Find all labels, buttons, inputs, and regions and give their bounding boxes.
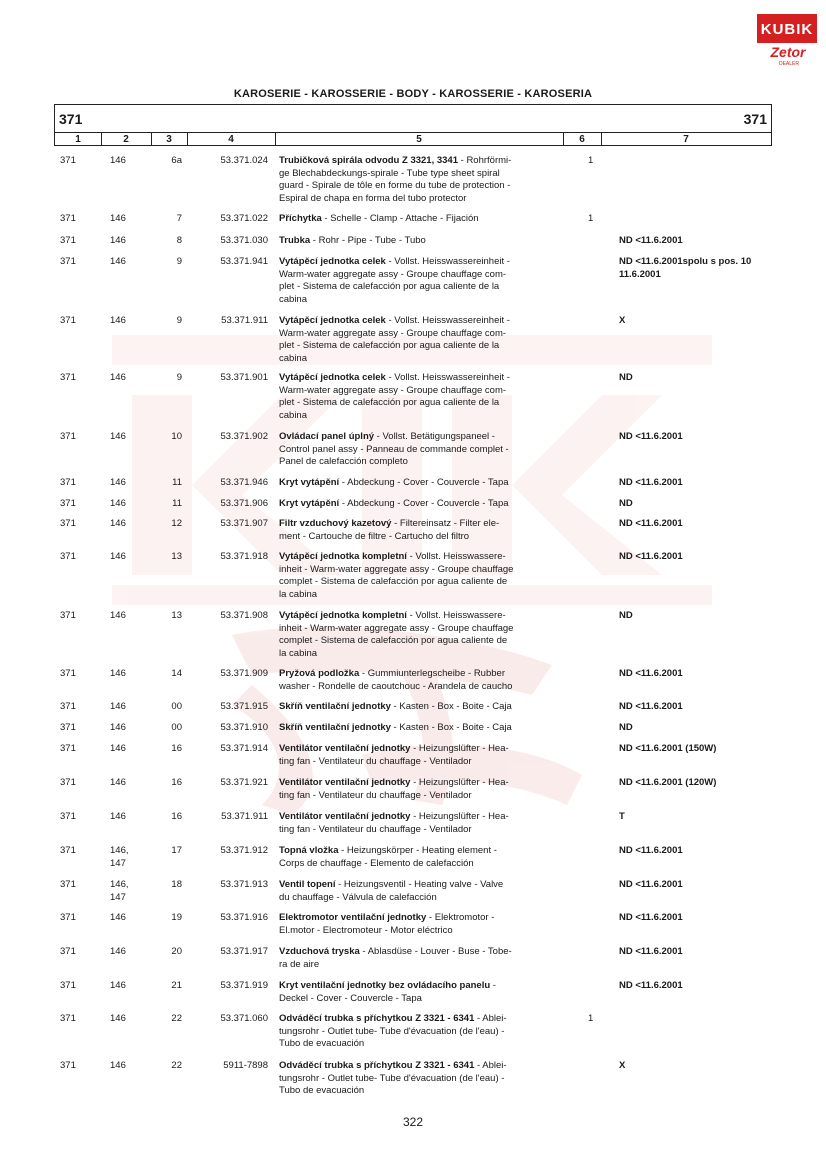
cell-description (279, 431, 561, 469)
column-header-5: 5 (275, 133, 564, 146)
cell-position: 20 (171, 946, 182, 957)
cell-group: 371 (60, 235, 76, 246)
cell-part-number: 53.371.902 (220, 431, 268, 442)
page-number: 322 (402, 1115, 424, 1129)
cell-description (279, 879, 561, 904)
part-translations: - Vollst. Heisswassereinheit - Warm-water aggregate assy - Groupe chauffage com- plet - Sistema de calefacción por agua caliente de la cabina (279, 256, 510, 305)
cell-subgroup: 146, 147 (110, 879, 129, 903)
part-name: Odváděcí trubka s příchytkou Z 3321 - 6341 (279, 1013, 475, 1024)
part-name: Ovládací panel úplný (279, 431, 375, 442)
cell-group: 371 (60, 811, 76, 822)
cell-part-number: 53.371.909 (220, 668, 268, 679)
cell-subgroup: 146 (110, 811, 126, 822)
cell-group: 371 (60, 980, 76, 991)
cell-description (279, 155, 561, 205)
cell-position: 13 (171, 610, 182, 621)
part-translations: - Filtereinsatz - Filter ele- ment - Cartouche de filtre - Cartucho del filtro (279, 518, 500, 542)
part-name: Skříň ventilační jednotky (279, 701, 391, 712)
logo-kubik-text: KUBIK (757, 14, 817, 43)
cell-subgroup: 146 (110, 551, 126, 562)
part-translations: - Vollst. Heisswassere- inheit - Warm-water aggregate assy - Groupe chauffage complet - Sistema de calefacción por agua caliente de la cabina (279, 610, 514, 659)
cell-part-number: 53.371.911 (221, 811, 268, 822)
cell-note: ND <11.6.2001 (120W) (619, 777, 717, 788)
cell-group: 371 (60, 1013, 76, 1024)
cell-subgroup: 146 (110, 610, 126, 621)
cell-group: 371 (60, 701, 76, 712)
part-translations: - Ablei- tungsrohr - Outlet tube- Tube d'évacuation (de l'eau) - Tubo de evacuación (279, 1013, 507, 1049)
cell-group: 371 (60, 372, 76, 383)
part-translations: - Abdeckung - Cover - Couvercle - Tapa (339, 498, 509, 509)
cell-subgroup: 146 (110, 980, 126, 991)
cell-part-number: 53.371.060 (220, 1013, 268, 1024)
cell-group: 371 (60, 518, 76, 529)
cell-part-number: 53.371.908 (220, 610, 268, 621)
column-header-7: 7 (683, 134, 689, 145)
cell-group: 371 (60, 743, 76, 754)
page-title: KAROSERIE - KAROSSERIE - BODY - KAROSSERIE - KAROSERIA (233, 88, 593, 100)
part-name: Vytápěcí jednotka kompletní (279, 610, 407, 621)
cell-subgroup: 146 (110, 946, 126, 957)
cell-description (279, 912, 561, 937)
group-number-left: 371 (59, 111, 83, 127)
column-header-6: 6 (563, 133, 602, 146)
column-header-1: 1 (55, 133, 102, 146)
cell-description (279, 518, 561, 543)
cell-description (279, 701, 561, 714)
cell-part-number: 53.371.901 (220, 372, 268, 383)
cell-subgroup: 146 (110, 722, 126, 733)
part-translations: - Rohr - Pipe - Tube - Tubo (310, 235, 426, 246)
cell-subgroup: 146 (110, 518, 126, 529)
part-name: Vytápěcí jednotka celek (279, 256, 386, 267)
cell-note: ND <11.6.2001spolu s pos. 10 11.6.2001 (619, 256, 752, 280)
part-name: Ventilátor ventilační jednotky (279, 743, 411, 754)
part-translations: - Heizungsventil - Heating valve - Valve du chauffage - Válvula de calefacción (279, 879, 504, 903)
cell-note: T (619, 811, 625, 822)
cell-position: 13 (171, 551, 182, 562)
cell-description (279, 845, 561, 870)
cell-subgroup: 146 (110, 477, 126, 488)
cell-subgroup: 146 (110, 431, 126, 442)
cell-subgroup: 146 (110, 668, 126, 679)
cell-description (279, 372, 561, 422)
cell-position: 21 (171, 980, 182, 991)
cell-description (279, 256, 561, 306)
cell-part-number: 53.371.913 (220, 879, 268, 890)
part-name: Kryt ventilační jednotky bez ovládacího panelu (279, 980, 491, 991)
cell-note: ND <11.6.2001 (619, 551, 683, 562)
cell-subgroup: 146 (110, 315, 126, 326)
cell-position: 14 (171, 668, 182, 679)
cell-subgroup: 146, 147 (110, 845, 129, 869)
part-name: Trubka (279, 235, 311, 246)
cell-position: 7 (176, 213, 182, 224)
cell-group: 371 (60, 1060, 76, 1071)
part-name: Skříň ventilační jednotky (279, 722, 391, 733)
cell-note: ND <11.6.2001 (619, 980, 683, 991)
cell-part-number: 53.371.911 (221, 315, 268, 326)
cell-note: X (619, 1060, 626, 1071)
part-translations: - Vollst. Betätigungspaneel - Control panel assy - Panneau de commande complet - Panel de calefacción completo (279, 431, 509, 467)
cell-part-number: 53.371.024 (220, 155, 268, 166)
part-translations: - Elektromotor - El.motor - Electromoteur - Motor eléctrico (279, 912, 495, 936)
part-translations: - Heizungskörper - Heating element - Corps de chauffage - Elemento de calefacción (279, 845, 497, 869)
cell-position: 6a (171, 155, 182, 166)
part-translations: - Ablei- tungsrohr - Outlet tube- Tube d'évacuation (de l'eau) - Tubo de evacuación (279, 1060, 507, 1096)
cell-description (279, 551, 561, 601)
cell-position: 18 (171, 879, 182, 890)
cell-note: ND (619, 722, 633, 733)
cell-note: ND <11.6.2001 (619, 477, 683, 488)
part-translations: - Ablasdüse - Louver - Buse - Tobe- ra de aire (279, 946, 512, 970)
table-header (54, 104, 772, 146)
part-name: Filtr vzduchový kazetový (279, 518, 392, 529)
cell-group: 371 (60, 722, 76, 733)
cell-description (279, 668, 561, 693)
cell-part-number: 53.371.921 (220, 777, 268, 788)
cell-description (279, 777, 561, 802)
part-name: Ventil topení (279, 879, 336, 890)
cell-subgroup: 146 (110, 256, 126, 267)
part-translations: - Abdeckung - Cover - Couvercle - Tapa (339, 477, 509, 488)
cell-subgroup: 146 (110, 213, 126, 224)
cell-part-number: 53.371.910 (220, 722, 268, 733)
cell-description (279, 946, 561, 971)
cell-part-number: 53.371.919 (220, 980, 268, 991)
cell-subgroup: 146 (110, 743, 126, 754)
cell-group: 371 (60, 155, 76, 166)
cell-position: 19 (171, 912, 182, 923)
cell-group: 371 (60, 610, 76, 621)
part-name: Kryt vytápění (279, 498, 340, 509)
cell-group: 371 (60, 668, 76, 679)
cell-group: 371 (60, 498, 76, 509)
cell-note: ND <11.6.2001 (619, 518, 683, 529)
cell-description (279, 1013, 561, 1051)
cell-subgroup: 146 (110, 701, 126, 712)
cell-position: 16 (171, 811, 182, 822)
cell-group: 371 (60, 912, 76, 923)
part-name: Ventilátor ventilační jednotky (279, 811, 411, 822)
cell-position: 9 (176, 256, 182, 267)
part-translations: - Deckel - Cover - Couvercle - Tapa (279, 980, 496, 1004)
cell-position: 9 (176, 372, 182, 383)
part-name: Vzduchová tryska (279, 946, 360, 957)
cell-description (279, 213, 561, 226)
cell-note: ND (619, 498, 633, 509)
cell-part-number: 53.371.916 (220, 912, 268, 923)
cell-position: 8 (176, 235, 182, 246)
part-name: Kryt vytápění (279, 477, 340, 488)
cell-position: 16 (171, 743, 182, 754)
part-name: Elektromotor ventilační jednotky (279, 912, 427, 923)
cell-subgroup: 146 (110, 1013, 126, 1024)
part-translations: - Heizungslüfter - Hea- ting fan - Ventilateur du chauffage - Ventilador (279, 743, 509, 767)
cell-description (279, 1060, 561, 1098)
cell-part-number: 53.371.941 (220, 256, 268, 267)
cell-description (279, 315, 561, 365)
cell-description (279, 980, 561, 1005)
part-name: Vytápěcí jednotka celek (279, 315, 386, 326)
cell-group: 371 (60, 879, 76, 890)
cell-note: ND <11.6.2001 (619, 879, 683, 890)
cell-position: 00 (171, 722, 182, 733)
part-name: Odváděcí trubka s příchytkou Z 3321 - 6341 (279, 1060, 475, 1071)
cell-note: ND <11.6.2001 (619, 701, 683, 712)
cell-note: ND (619, 610, 633, 621)
cell-subgroup: 146 (110, 777, 126, 788)
cell-subgroup: 146 (110, 155, 126, 166)
cell-description (279, 722, 561, 735)
cell-group: 371 (60, 777, 76, 788)
cell-note: ND <11.6.2001 (150W) (619, 743, 717, 754)
cell-position: 11 (172, 498, 182, 509)
cell-group: 371 (60, 946, 76, 957)
cell-note: ND <11.6.2001 (619, 912, 683, 923)
cell-note: ND <11.6.2001 (619, 431, 683, 442)
part-translations: - Heizungslüfter - Hea- ting fan - Ventilateur du chauffage - Ventilador (279, 777, 509, 801)
cell-description (279, 743, 561, 768)
column-header-4: 4 (187, 133, 276, 146)
cell-group: 371 (60, 431, 76, 442)
cell-subgroup: 146 (110, 912, 126, 923)
cell-subgroup: 146 (110, 235, 126, 246)
cell-subgroup: 146 (110, 372, 126, 383)
cell-group: 371 (60, 551, 76, 562)
cell-group: 371 (60, 477, 76, 488)
cell-position: 22 (171, 1013, 182, 1024)
cell-description (279, 498, 561, 511)
cell-note: ND <11.6.2001 (619, 235, 683, 246)
column-header-3: 3 (151, 133, 188, 146)
cell-quantity: 1 (588, 1013, 594, 1024)
logo-zetor-text: Zetor (770, 44, 806, 60)
part-translations: - Vollst. Heisswassere- inheit - Warm-water aggregate assy - Groupe chauffage complet - Sistema de calefacción por agua caliente de la cabina (279, 551, 514, 600)
cell-group: 371 (60, 845, 76, 856)
part-name: Vytápěcí jednotka celek (279, 372, 386, 383)
kubik-zetor-logo (757, 14, 817, 70)
cell-part-number: 53.371.915 (220, 701, 268, 712)
cell-position: 9 (176, 315, 182, 326)
cell-part-number: 53.371.907 (220, 518, 268, 529)
cell-position: 22 (171, 1060, 182, 1071)
cell-part-number: 53.371.912 (220, 845, 268, 856)
cell-description (279, 610, 561, 660)
part-translations: - Vollst. Heisswassereinheit - Warm-water aggregate assy - Groupe chauffage com- plet - Sistema de calefacción por agua caliente de la cabina (279, 315, 510, 364)
part-translations: - Heizungslüfter - Hea- ting fan - Ventilateur du chauffage - Ventilador (279, 811, 509, 835)
cell-subgroup: 146 (110, 1060, 126, 1071)
cell-position: 12 (171, 518, 182, 529)
group-number-right: 371 (743, 111, 767, 127)
column-header-2: 2 (101, 133, 152, 146)
cell-position: 10 (171, 431, 182, 442)
part-translations: - Kasten - Box - Boite - Caja (390, 722, 512, 733)
part-translations: - Kasten - Box - Boite - Caja (390, 701, 512, 712)
cell-part-number: 53.371.918 (220, 551, 268, 562)
cell-part-number: 53.371.906 (220, 498, 268, 509)
part-translations: - Vollst. Heisswassereinheit - Warm-water aggregate assy - Groupe chauffage com- plet - Sistema de calefacción por agua caliente de la cabina (279, 372, 510, 421)
column-header-row (55, 132, 771, 146)
cell-part-number: 53.371.022 (220, 213, 268, 224)
cell-part-number: 53.371.030 (220, 235, 268, 246)
cell-group: 371 (60, 256, 76, 267)
part-translations: - Gummiunterlegscheibe - Rubber washer - Rondelle de caoutchouc - Arandela de caucho (279, 668, 513, 692)
cell-note: ND <11.6.2001 (619, 946, 683, 957)
cell-group: 371 (60, 315, 76, 326)
cell-part-number: 53.371.917 (220, 946, 268, 957)
cell-note: X (619, 315, 626, 326)
cell-part-number: 5911-7898 (223, 1060, 268, 1071)
cell-description (279, 235, 561, 248)
cell-position: 11 (172, 477, 182, 488)
cell-note: ND <11.6.2001 (619, 845, 683, 856)
cell-group: 371 (60, 213, 76, 224)
cell-part-number: 53.371.914 (220, 743, 268, 754)
part-name: Pryžová podložka (279, 668, 360, 679)
part-name: Trubičková spirála odvodu Z 3321, 3341 (279, 155, 458, 166)
part-translations: - Rohrförmi- ge Blechabdeckungs-spirale - Tube type sheet spiral guard - Spirale de tôle en forme du tube de protection - Espiral de chapa en forma del tubo protector (279, 155, 512, 204)
part-translations: - Schelle - Clamp - Attache - Fijación (321, 213, 479, 224)
cell-subgroup: 146 (110, 498, 126, 509)
cell-quantity: 1 (588, 213, 594, 224)
cell-position: 00 (171, 701, 182, 712)
part-name: Ventilátor ventilační jednotky (279, 777, 411, 788)
cell-quantity: 1 (588, 155, 594, 166)
cell-part-number: 53.371.946 (220, 477, 268, 488)
cell-position: 17 (171, 845, 182, 856)
cell-note: ND (619, 372, 633, 383)
logo-dealer-text: DEALER (778, 61, 799, 67)
cell-position: 16 (171, 777, 182, 788)
cell-note: ND <11.6.2001 (619, 668, 683, 679)
part-name: Vytápěcí jednotka kompletní (279, 551, 407, 562)
cell-description (279, 811, 561, 836)
part-name: Topná vložka (279, 845, 339, 856)
cell-description (279, 477, 561, 490)
part-name: Příchytka (279, 213, 322, 224)
